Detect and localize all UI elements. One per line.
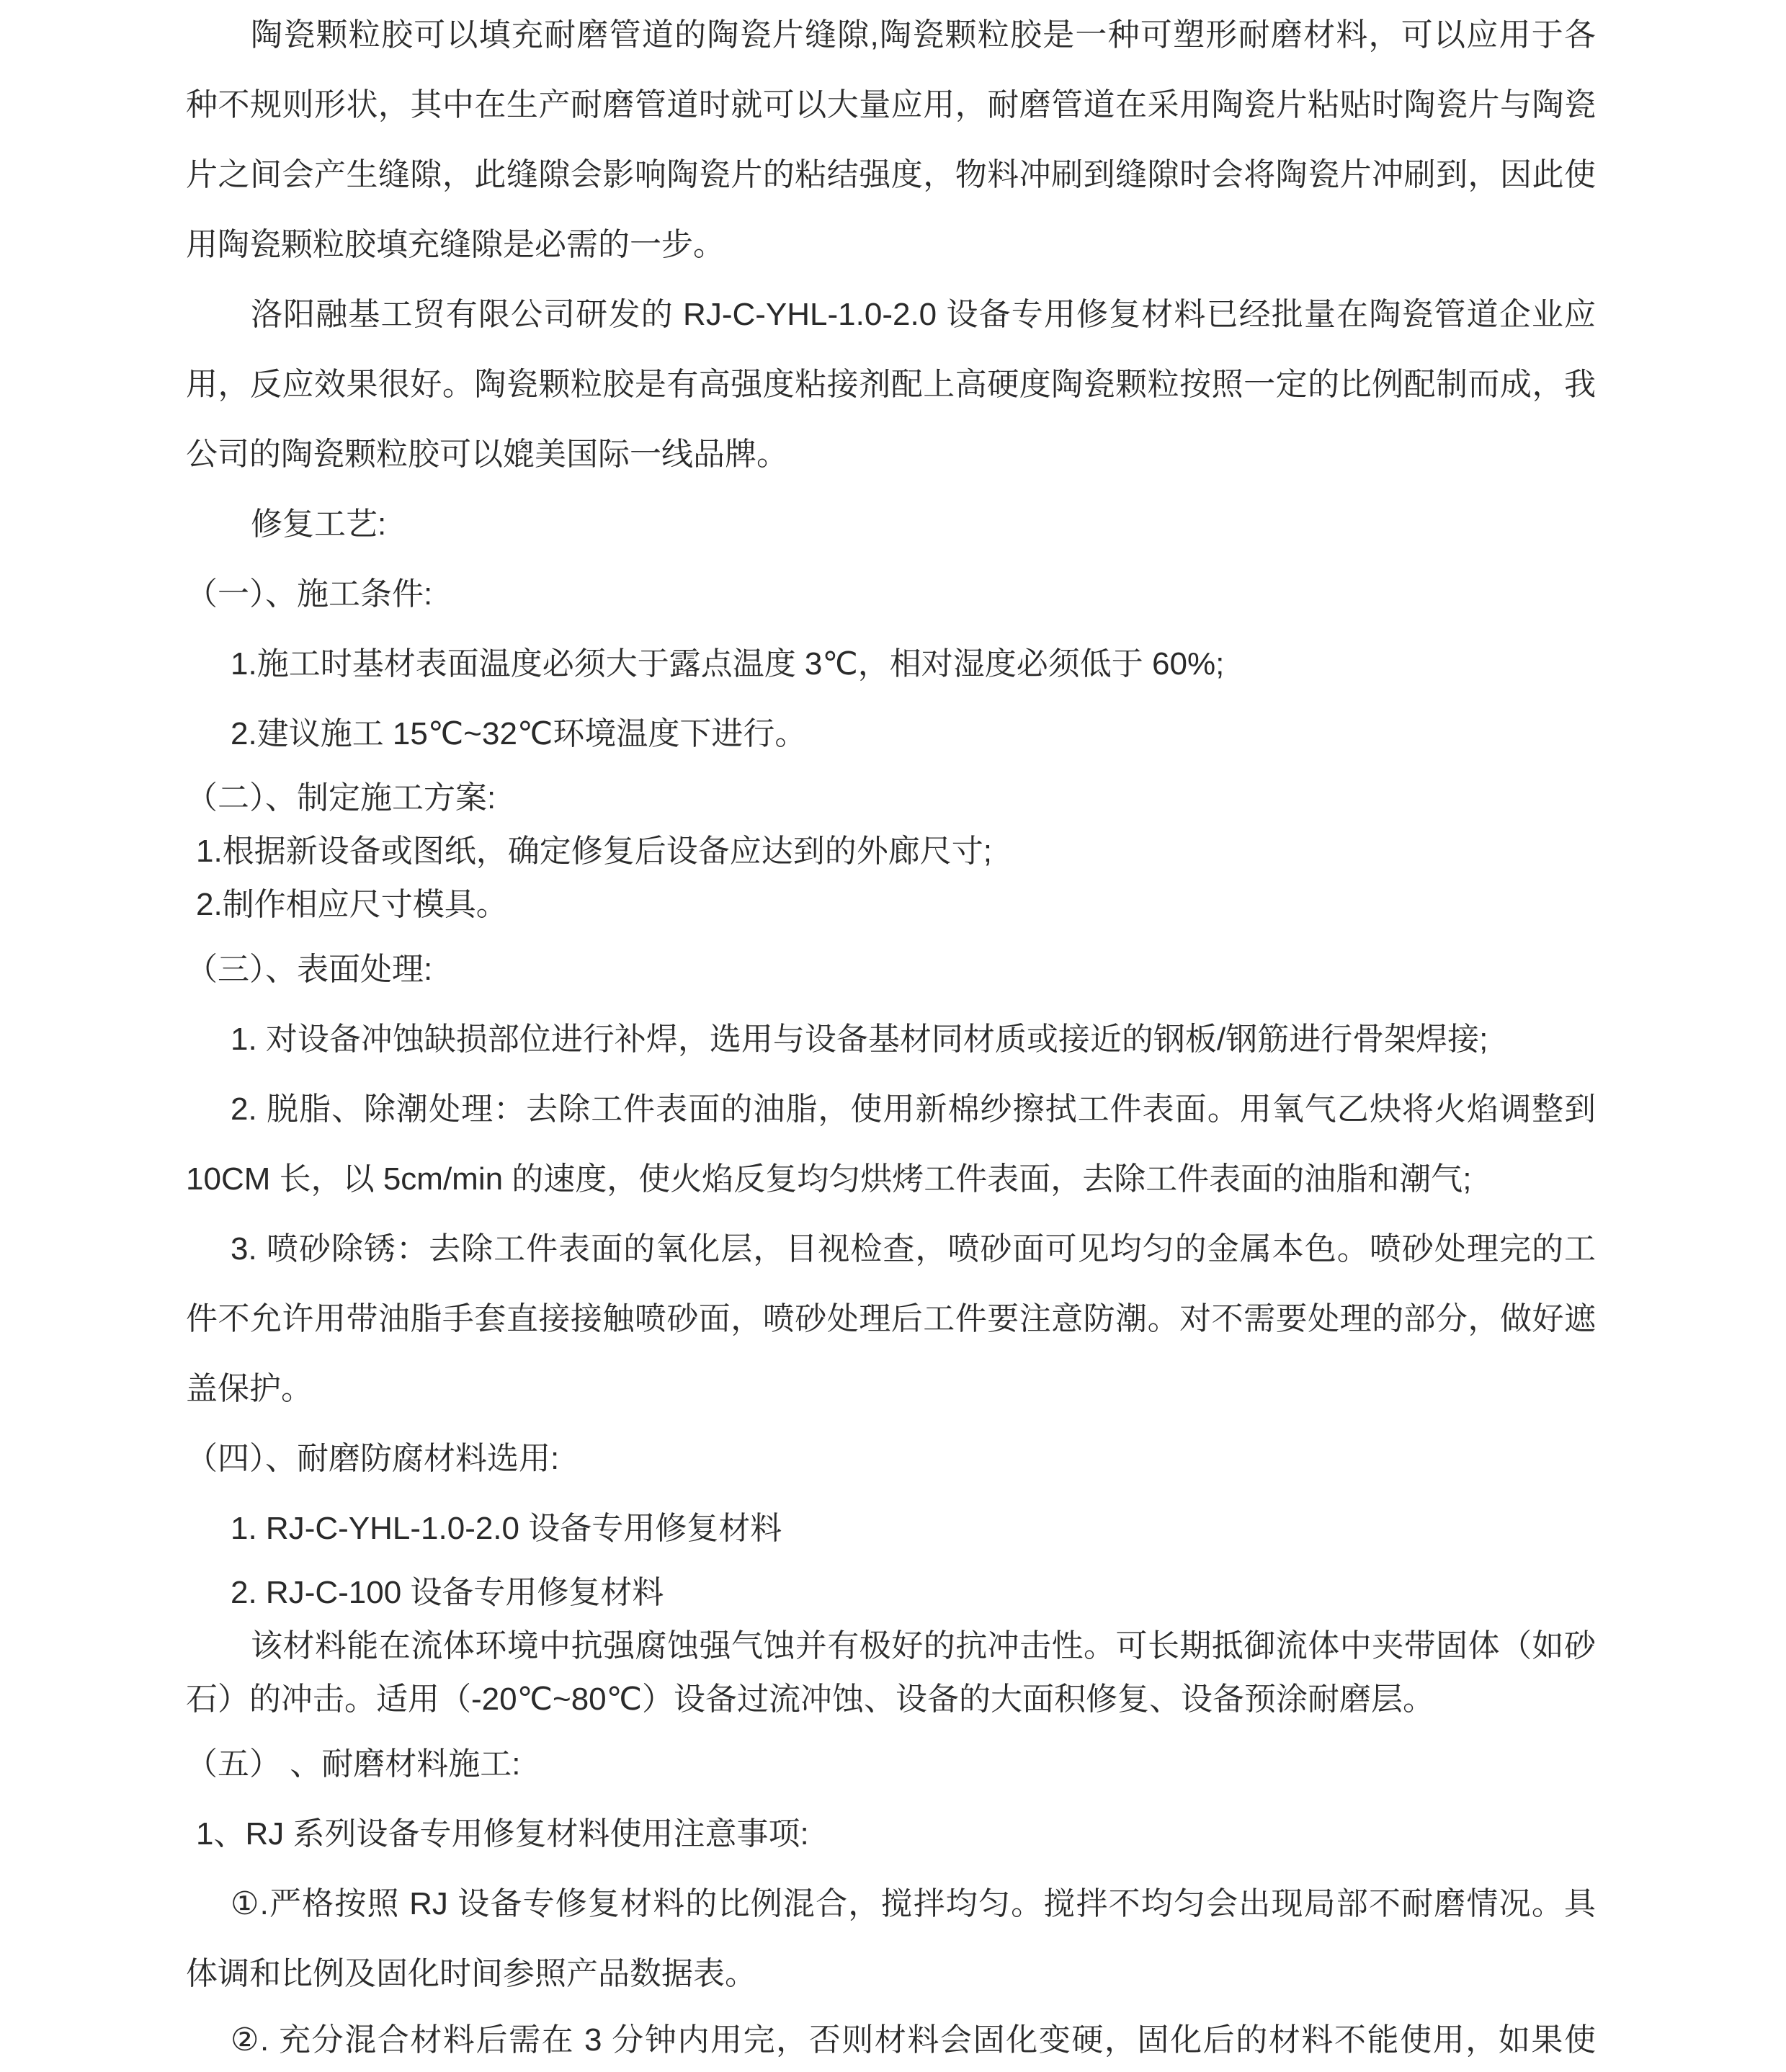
doc-line: 盖保护。 (186, 1371, 313, 1406)
doc-line: 1. 对设备冲蚀缺损部位进行补焊，选用与设备基材同材质或接近的钢板/钢筋进行骨架焊接; (231, 1022, 1488, 1057)
doc-line: 该材料能在流体环境中抗强腐蚀强气蚀并有极好的抗冲击性。可长期抵御流体中夹带固体（如砂 (251, 1628, 1596, 1664)
doc-line: ②. 充分混合材料后需在 3 分钟内用完，否则材料会固化变硬，固化后的材料不能使用，如果使 (231, 2022, 1596, 2058)
doc-line: 2.制作相应尺寸模具。 (196, 887, 508, 922)
doc-line: 2.建议施工 15℃~32℃环境温度下进行。 (231, 716, 807, 751)
doc-line: 1.根据新设备或图纸，确定修复后设备应达到的外廊尺寸; (196, 834, 992, 869)
doc-line: 洛阳融基工贸有限公司研发的 RJ-C-YHL-1.0-2.0 设备专用修复材料已经批量在陶瓷管道企业应 (251, 297, 1596, 332)
doc-heading: 1、RJ 系列设备专用修复材料使用注意事项: (196, 1816, 809, 1852)
doc-line: 件不允许用带油脂手套直接接触喷砂面，喷砂处理后工件要注意防潮。对不需要处理的部分，做好遮 (186, 1301, 1596, 1336)
doc-heading: （三）、表面处理: (186, 952, 433, 987)
doc-line: 体调和比例及固化时间参照产品数据表。 (186, 1956, 756, 1991)
doc-line: ①.严格按照 RJ 设备专修复材料的比例混合，搅拌均匀。搅拌不均匀会出现局部不耐磨情况。具 (231, 1886, 1596, 1921)
doc-line: 用陶瓷颗粒胶填充缝隙是必需的一步。 (186, 227, 725, 262)
doc-heading: 修复工艺: (251, 506, 387, 542)
doc-heading: （一）、施工条件: (186, 576, 433, 612)
doc-line: 1.施工时基材表面温度必须大于露点温度 3℃，相对湿度必须低于 60%; (231, 646, 1225, 682)
doc-line: 用，反应效果很好。陶瓷颗粒胶是有高强度粘接剂配上高硬度陶瓷颗粒按照一定的比例配制而成，我 (186, 367, 1596, 402)
doc-line: 石）的冲击。适用（-20℃~80℃）设备过流冲蚀、设备的大面积修复、设备预涂耐磨层。 (186, 1682, 1435, 1717)
doc-line: 公司的陶瓷颗粒胶可以媲美国际一线品牌。 (186, 437, 788, 472)
doc-heading: （五） 、耐磨材料施工: (186, 1746, 521, 1782)
doc-line: 2. RJ-C-100 设备专用修复材料 (231, 1575, 664, 1610)
doc-line: 10CM 长，以 5cm/min 的速度，使火焰反复均匀烘烤工件表面，去除工件表面的油脂和潮气; (186, 1161, 1472, 1197)
doc-line: 种不规则形状，其中在生产耐磨管道时就可以大量应用，耐磨管道在采用陶瓷片粘贴时陶瓷片与陶瓷 (186, 87, 1596, 122)
doc-line: 3. 喷砂除锈：去除工件表面的氧化层，目视检查，喷砂面可见均匀的金属本色。喷砂处理完的工 (231, 1231, 1596, 1267)
doc-line: 2. 脱脂、除潮处理：去除工件表面的油脂，使用新棉纱擦拭工件表面。用氧气乙炔将火焰调整到 (231, 1091, 1596, 1127)
doc-line: 片之间会产生缝隙，此缝隙会影响陶瓷片的粘结强度，物料冲刷到缝隙时会将陶瓷片冲刷到，因此使 (186, 157, 1596, 192)
doc-heading: （四）、耐磨防腐材料选用: (186, 1441, 560, 1476)
doc-heading: （二）、制定施工方案: (186, 780, 496, 816)
doc-line: 1. RJ-C-YHL-1.0-2.0 设备专用修复材料 (231, 1511, 782, 1546)
doc-line: 陶瓷颗粒胶可以填充耐磨管道的陶瓷片缝隙,陶瓷颗粒胶是一种可塑形耐磨材料，可以应用于各 (251, 17, 1596, 53)
